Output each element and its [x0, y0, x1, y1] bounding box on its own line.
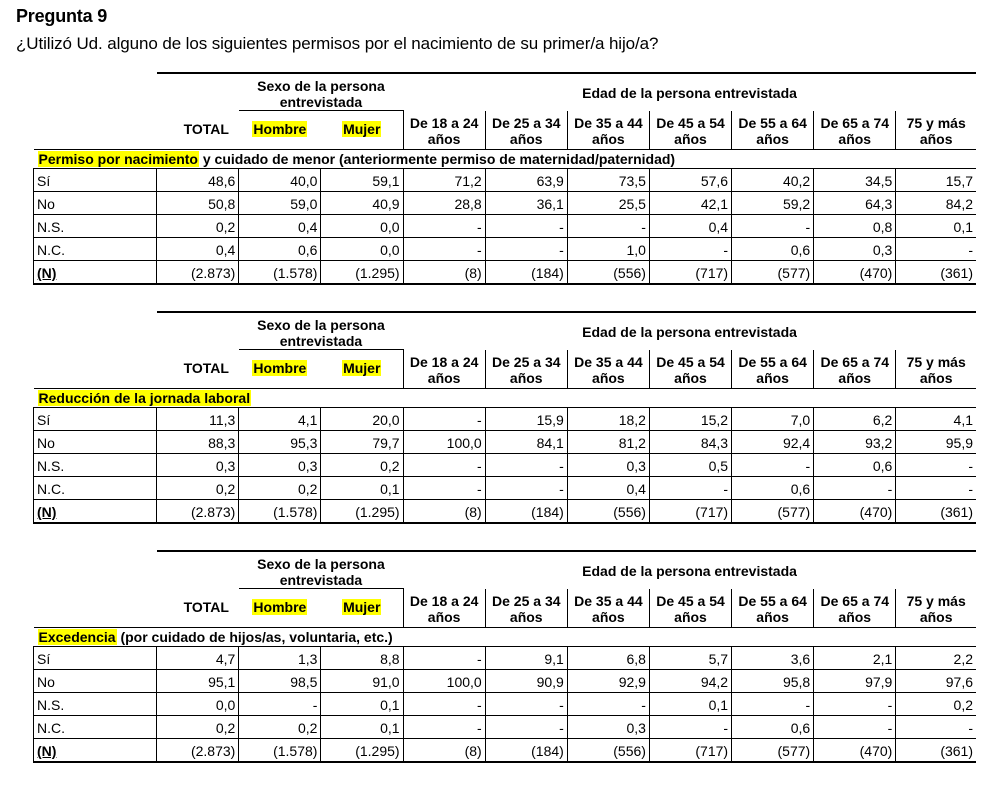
table-cell: - — [814, 716, 896, 739]
age-range-label: De 55 a 64 — [738, 115, 807, 131]
table-cell: 84,2 — [896, 192, 976, 215]
table-cell: 0,2 — [157, 215, 239, 238]
table-cell: 2,1 — [814, 647, 896, 670]
table-cell: (577) — [732, 739, 814, 763]
table-row — [34, 431, 977, 454]
table-cell: (717) — [649, 261, 731, 285]
table-row — [34, 215, 977, 238]
table-cell: 0,3 — [567, 716, 649, 739]
table-cell: (2.873) — [157, 500, 239, 524]
table-cell: 0,0 — [321, 238, 403, 261]
table-cell: (556) — [567, 261, 649, 285]
row-label: N.C. — [34, 477, 157, 500]
age-unit-label: años — [756, 609, 789, 625]
table-cell: 0,6 — [732, 238, 814, 261]
age-range-label: De 45 a 54 — [656, 593, 725, 609]
table-cell: 95,9 — [896, 431, 976, 454]
table-cell: 4,7 — [157, 647, 239, 670]
row-label: Sí — [34, 169, 157, 192]
row-label: N.C. — [34, 716, 157, 739]
table-cell: 0,2 — [239, 477, 321, 500]
table-cell: 92,9 — [567, 670, 649, 693]
table-cell: - — [403, 408, 485, 431]
table-cell: 0,1 — [321, 716, 403, 739]
table-cell: 59,2 — [732, 192, 814, 215]
table-cell: (1.578) — [239, 739, 321, 763]
col-total-header: TOTAL — [183, 359, 229, 376]
table-cell: - — [732, 454, 814, 477]
results-table — [33, 72, 976, 285]
table-cell: 15,9 — [485, 408, 567, 431]
table-cell: - — [485, 454, 567, 477]
table-cell: 59,0 — [239, 192, 321, 215]
table-cell: (556) — [567, 739, 649, 763]
table-cell: 0,4 — [649, 215, 731, 238]
section-title-highlight: Excedencia — [38, 629, 116, 645]
col-age-header — [732, 350, 814, 389]
table-cell: 42,1 — [649, 192, 731, 215]
col-age-header — [485, 589, 567, 628]
table-cell: - — [567, 215, 649, 238]
table-cell: 90,9 — [485, 670, 567, 693]
age-range-label: De 55 a 64 — [738, 593, 807, 609]
row-label: N.S. — [34, 693, 157, 716]
table-row — [34, 500, 977, 524]
table-cell: (184) — [485, 500, 567, 524]
section-title-row — [34, 628, 977, 647]
col-age-header — [649, 111, 731, 150]
table-row — [34, 670, 977, 693]
col-total-header: TOTAL — [183, 120, 229, 137]
age-range-label: De 45 a 54 — [656, 354, 725, 370]
age-unit-label: años — [592, 370, 625, 386]
table-cell: 15,7 — [896, 169, 976, 192]
edad-group-header: Edad de la persona entrevistada — [403, 73, 976, 111]
age-unit-label: años — [427, 370, 461, 386]
row-label: Sí — [34, 647, 157, 670]
table-cell: 88,3 — [157, 431, 239, 454]
table-cell: 0,3 — [567, 454, 649, 477]
table-cell: (361) — [896, 261, 976, 285]
table-cell: 1,0 — [567, 238, 649, 261]
table-cell: 63,9 — [485, 169, 567, 192]
table-block — [33, 550, 976, 763]
col-mujer-label: Mujer — [343, 360, 381, 376]
age-range-label: De 25 a 34 — [492, 354, 561, 370]
age-range-label: De 65 a 74 — [820, 593, 890, 609]
results-table — [33, 311, 976, 524]
table-cell: 0,5 — [649, 454, 731, 477]
table-cell: - — [732, 693, 814, 716]
table-cell: 0,4 — [567, 477, 649, 500]
table-cell: 97,6 — [896, 670, 976, 693]
row-label: N.S. — [34, 454, 157, 477]
table-cell: (470) — [814, 500, 896, 524]
table-cell: 79,7 — [321, 431, 403, 454]
table-cell: 73,5 — [567, 169, 649, 192]
col-age-header — [567, 589, 649, 628]
table-cell: 95,3 — [239, 431, 321, 454]
table-cell: 50,8 — [157, 192, 239, 215]
age-range-label: 75 y más — [906, 115, 966, 131]
table-cell: 7,0 — [732, 408, 814, 431]
table-cell: 8,8 — [321, 647, 403, 670]
edad-group-header: Edad de la persona entrevistada — [403, 312, 976, 350]
table-cell: - — [896, 454, 976, 477]
col-hombre-label: Hombre — [253, 599, 307, 615]
row-label: (N) — [34, 261, 157, 285]
table-row — [34, 169, 977, 192]
table-cell: (8) — [403, 739, 485, 763]
table-cell: 0,1 — [649, 693, 731, 716]
table-cell: 6,8 — [567, 647, 649, 670]
table-cell: 57,6 — [649, 169, 731, 192]
col-age-header — [485, 350, 567, 389]
table-cell: 91,0 — [321, 670, 403, 693]
table-cell: (2.873) — [157, 739, 239, 763]
table-cell: 100,0 — [403, 431, 485, 454]
col-age-header — [814, 111, 896, 150]
col-hombre-label: Hombre — [253, 121, 307, 137]
table-cell: 11,3 — [157, 408, 239, 431]
table-cell: 5,7 — [649, 647, 731, 670]
table-cell: - — [649, 716, 731, 739]
table-cell: 40,0 — [239, 169, 321, 192]
table-cell: - — [403, 647, 485, 670]
table-cell: 0,3 — [157, 454, 239, 477]
age-unit-label: años — [838, 370, 872, 386]
table-row — [34, 647, 977, 670]
table-cell: 0,1 — [896, 215, 976, 238]
age-range-label: De 65 a 74 — [820, 115, 890, 131]
col-mujer-label: Mujer — [343, 121, 381, 137]
table-cell: 48,6 — [157, 169, 239, 192]
col-hombre-header — [239, 350, 321, 389]
age-unit-label: años — [427, 131, 461, 147]
table-cell: (717) — [649, 739, 731, 763]
age-unit-label: años — [509, 609, 543, 625]
age-range-label: De 25 a 34 — [492, 115, 561, 131]
table-cell: 40,9 — [321, 192, 403, 215]
table-cell: - — [649, 238, 731, 261]
table-cell: (556) — [567, 500, 649, 524]
age-unit-label: años — [756, 131, 789, 147]
table-cell: - — [403, 693, 485, 716]
table-cell: 0,8 — [814, 215, 896, 238]
edad-group-header: Edad de la persona entrevistada — [403, 551, 976, 589]
table-cell: 0,1 — [321, 477, 403, 500]
section-title-rest: (por cuidado de hijos/as, voluntaria, etc.) — [116, 629, 393, 645]
table-cell: 6,2 — [814, 408, 896, 431]
col-age-header — [732, 589, 814, 628]
table-cell: 93,2 — [814, 431, 896, 454]
table-cell: 0,3 — [239, 454, 321, 477]
table-cell: 0,2 — [239, 716, 321, 739]
col-mujer-header — [321, 589, 403, 628]
age-unit-label: años — [919, 370, 953, 386]
age-range-label: 75 y más — [906, 354, 966, 370]
table-cell: - — [814, 693, 896, 716]
age-unit-label: años — [592, 609, 625, 625]
table-cell: 15,2 — [649, 408, 731, 431]
table-cell: (361) — [896, 739, 976, 763]
table-cell: 95,8 — [732, 670, 814, 693]
section-title-rest: y cuidado de menor (anteriormente permiso de maternidad/paternidad) — [198, 151, 676, 167]
table-cell: (1.295) — [321, 739, 403, 763]
age-range-label: De 18 a 24 — [409, 354, 479, 370]
sexo-group-header: Sexo de la persona entrevistada — [239, 312, 403, 350]
table-row — [34, 261, 977, 285]
col-age-header — [403, 350, 485, 389]
table-cell: 97,9 — [814, 670, 896, 693]
table-block — [33, 72, 976, 285]
table-cell: 25,5 — [567, 192, 649, 215]
table-cell: 0,4 — [157, 238, 239, 261]
table-cell: 3,6 — [732, 647, 814, 670]
table-cell: - — [485, 238, 567, 261]
age-unit-label: años — [509, 370, 543, 386]
table-cell: - — [896, 238, 976, 261]
col-mujer-label: Mujer — [343, 599, 381, 615]
age-unit-label: años — [756, 370, 789, 386]
table-cell: 81,2 — [567, 431, 649, 454]
row-label: N.C. — [34, 238, 157, 261]
table-cell: - — [239, 693, 321, 716]
table-cell: (577) — [732, 261, 814, 285]
age-unit-label: años — [674, 131, 707, 147]
table-cell: (1.578) — [239, 500, 321, 524]
col-age-header — [649, 350, 731, 389]
col-mujer-header — [321, 350, 403, 389]
table-cell: 0,2 — [896, 693, 976, 716]
table-cell: - — [403, 215, 485, 238]
table-cell: 0,2 — [157, 716, 239, 739]
section-title-row — [34, 150, 977, 169]
table-cell: 4,1 — [239, 408, 321, 431]
col-total-header: TOTAL — [183, 598, 229, 615]
table-cell: (470) — [814, 739, 896, 763]
age-range-label: De 35 a 44 — [574, 593, 643, 609]
row-label: No — [34, 670, 157, 693]
table-row — [34, 238, 977, 261]
table-cell: (1.578) — [239, 261, 321, 285]
col-age-header — [567, 350, 649, 389]
table-cell: 2,2 — [896, 647, 976, 670]
col-mujer-header — [321, 111, 403, 150]
table-cell: (184) — [485, 261, 567, 285]
table-cell: 0,0 — [321, 215, 403, 238]
table-cell: - — [403, 477, 485, 500]
table-cell: - — [485, 716, 567, 739]
age-unit-label: años — [919, 131, 953, 147]
age-unit-label: años — [592, 131, 625, 147]
table-cell: - — [649, 477, 731, 500]
section-title-highlight: Permiso por nacimiento — [38, 151, 198, 167]
table-cell: 40,2 — [732, 169, 814, 192]
col-age-header — [649, 589, 731, 628]
col-hombre-label: Hombre — [253, 360, 307, 376]
table-cell: (1.295) — [321, 261, 403, 285]
table-cell: 1,3 — [239, 647, 321, 670]
table-cell: 92,4 — [732, 431, 814, 454]
table-cell: 94,2 — [649, 670, 731, 693]
table-cell: 98,5 — [239, 670, 321, 693]
age-unit-label: años — [838, 131, 872, 147]
table-cell: - — [814, 477, 896, 500]
table-cell: 100,0 — [403, 670, 485, 693]
table-row — [34, 693, 977, 716]
table-cell: (1.295) — [321, 500, 403, 524]
table-cell: 0,1 — [321, 693, 403, 716]
age-unit-label: años — [427, 609, 461, 625]
col-age-header — [567, 111, 649, 150]
col-hombre-header — [239, 589, 321, 628]
row-label: No — [34, 192, 157, 215]
table-cell: 36,1 — [485, 192, 567, 215]
table-cell: (8) — [403, 261, 485, 285]
table-row — [34, 477, 977, 500]
table-cell: (2.873) — [157, 261, 239, 285]
table-block — [33, 311, 976, 524]
table-cell: - — [485, 477, 567, 500]
table-cell: 71,2 — [403, 169, 485, 192]
table-cell: 0,2 — [321, 454, 403, 477]
col-age-header — [896, 589, 976, 628]
col-age-header — [896, 111, 976, 150]
age-range-label: De 65 a 74 — [820, 354, 890, 370]
sexo-group-header: Sexo de la persona entrevistada — [239, 551, 403, 589]
table-cell: (361) — [896, 500, 976, 524]
age-range-label: De 35 a 44 — [574, 354, 643, 370]
table-cell: - — [896, 477, 976, 500]
page-title: Pregunta 9 — [16, 6, 108, 26]
row-label: (N) — [34, 739, 157, 763]
table-cell: 0,6 — [732, 477, 814, 500]
table-cell: (8) — [403, 500, 485, 524]
table-cell: 0,3 — [814, 238, 896, 261]
section-title-row — [34, 389, 977, 408]
table-row — [34, 408, 977, 431]
table-cell: - — [732, 215, 814, 238]
table-cell: 18,2 — [567, 408, 649, 431]
table-cell: 28,8 — [403, 192, 485, 215]
row-label: No — [34, 431, 157, 454]
table-cell: 4,1 — [896, 408, 976, 431]
table-cell: - — [485, 215, 567, 238]
table-row — [34, 454, 977, 477]
age-unit-label: años — [838, 609, 872, 625]
table-row — [34, 192, 977, 215]
table-cell: 0,6 — [239, 238, 321, 261]
row-label: N.S. — [34, 215, 157, 238]
col-age-header — [403, 111, 485, 150]
table-row — [34, 716, 977, 739]
age-range-label: De 55 a 64 — [738, 354, 807, 370]
table-row — [34, 739, 977, 763]
age-range-label: De 45 a 54 — [656, 115, 725, 131]
table-cell: (184) — [485, 739, 567, 763]
age-range-label: De 18 a 24 — [409, 115, 479, 131]
table-cell: 0,6 — [732, 716, 814, 739]
section-title-highlight: Reducción de la jornada laboral — [38, 390, 251, 406]
table-cell: - — [403, 454, 485, 477]
row-label: Sí — [34, 408, 157, 431]
age-unit-label: años — [674, 609, 707, 625]
table-cell: 34,5 — [814, 169, 896, 192]
table-cell: (717) — [649, 500, 731, 524]
col-hombre-header — [239, 111, 321, 150]
sexo-group-header: Sexo de la persona entrevistada — [239, 73, 403, 111]
table-cell: 59,1 — [321, 169, 403, 192]
age-range-label: De 18 a 24 — [409, 593, 479, 609]
age-unit-label: años — [919, 609, 953, 625]
age-range-label: De 25 a 34 — [492, 593, 561, 609]
table-cell: - — [403, 716, 485, 739]
table-cell: 20,0 — [321, 408, 403, 431]
col-age-header — [732, 111, 814, 150]
table-cell: (470) — [814, 261, 896, 285]
table-cell: - — [567, 693, 649, 716]
age-unit-label: años — [674, 370, 707, 386]
col-age-header — [814, 589, 896, 628]
age-range-label: De 35 a 44 — [574, 115, 643, 131]
age-unit-label: años — [509, 131, 543, 147]
col-age-header — [485, 111, 567, 150]
table-cell: 0,6 — [814, 454, 896, 477]
table-cell: (577) — [732, 500, 814, 524]
col-age-header — [814, 350, 896, 389]
table-cell: 95,1 — [157, 670, 239, 693]
table-cell: 84,3 — [649, 431, 731, 454]
table-cell: 0,0 — [157, 693, 239, 716]
table-cell: 0,2 — [157, 477, 239, 500]
table-cell: 9,1 — [485, 647, 567, 670]
table-cell: 0,4 — [239, 215, 321, 238]
row-label: (N) — [34, 500, 157, 524]
results-table — [33, 550, 976, 763]
table-cell: - — [403, 238, 485, 261]
col-age-header — [896, 350, 976, 389]
col-age-header — [403, 589, 485, 628]
table-cell: 84,1 — [485, 431, 567, 454]
age-range-label: 75 y más — [906, 593, 966, 609]
question-text: ¿Utilizó Ud. alguno de los siguientes permisos por el nacimiento de su primer/a hijo/a? — [16, 34, 659, 53]
table-cell: 64,3 — [814, 192, 896, 215]
table-cell: - — [485, 693, 567, 716]
table-cell: - — [896, 716, 976, 739]
